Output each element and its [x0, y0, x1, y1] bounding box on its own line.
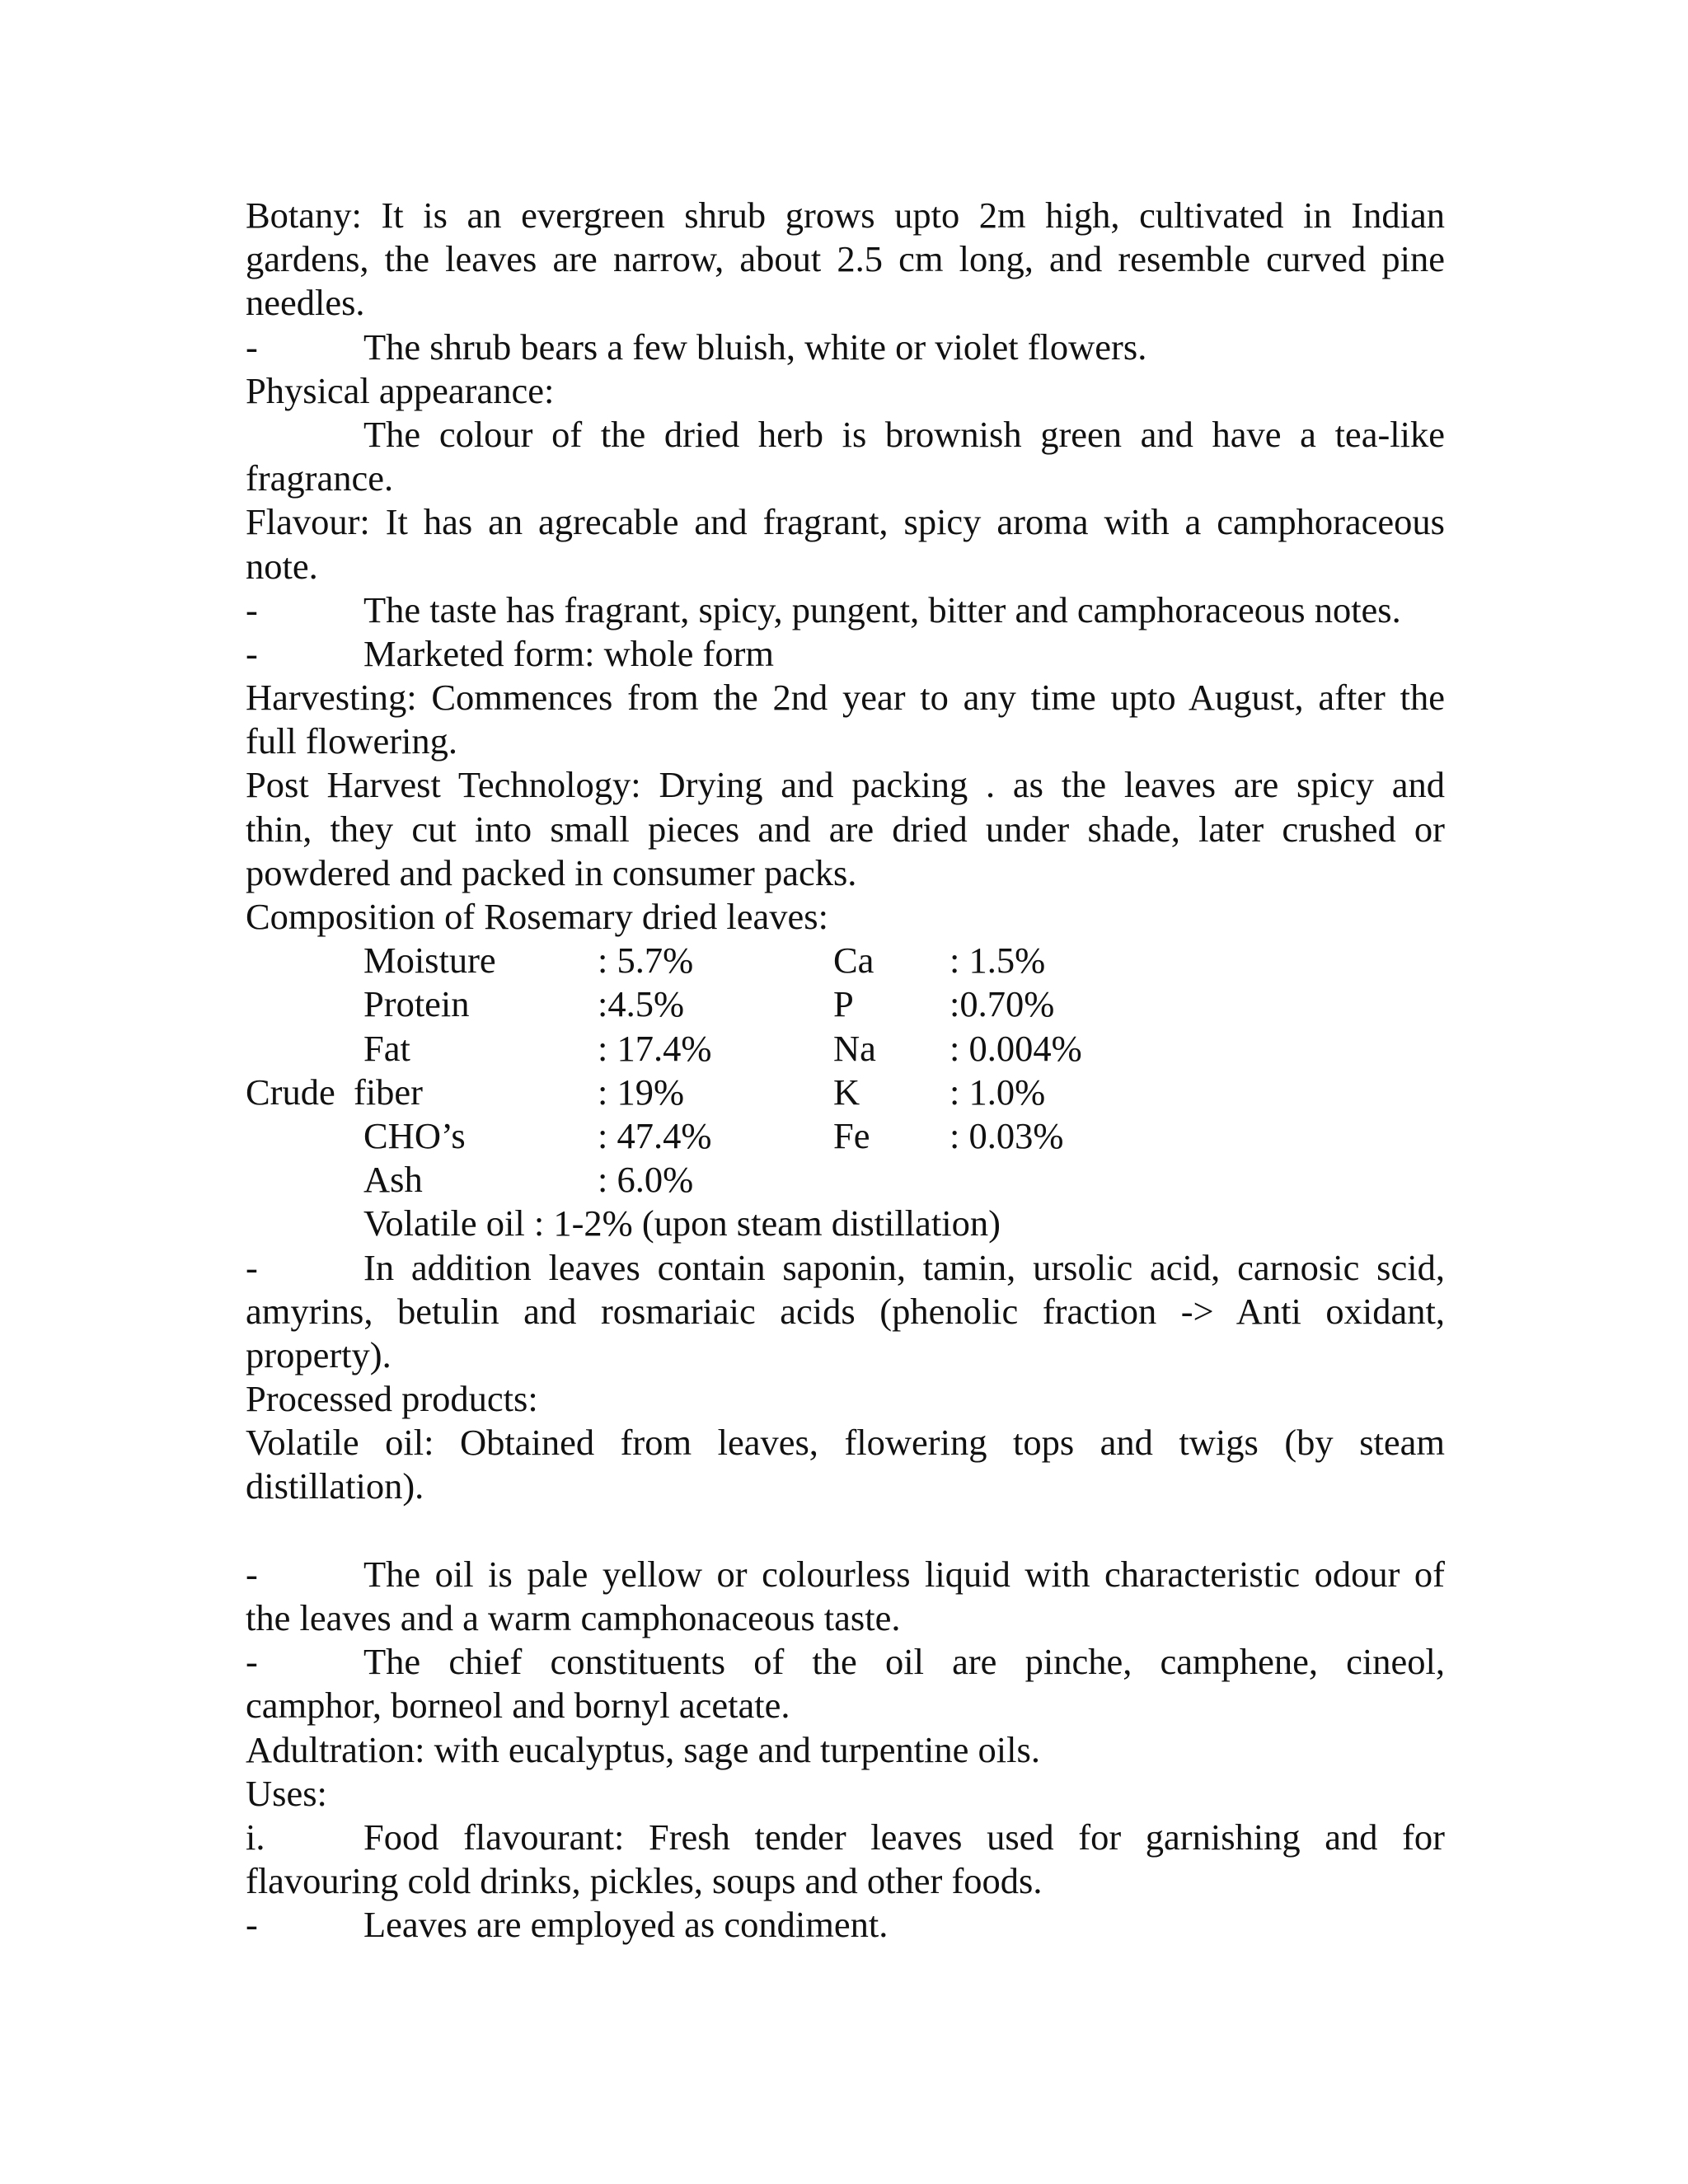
nutrient-name: Ash	[363, 1159, 423, 1201]
bullet-text: The shrub bears a few bluish, white or violet flowers.	[363, 326, 1147, 368]
physical-line-2: fragrance.	[246, 457, 394, 499]
oil-line-2: the leaves and a warm camphonaceous taste.	[246, 1597, 901, 1638]
addition-line-2: amyrins, betulin and rosmariaic acids (phenolic fraction -> Anti oxidant,	[246, 1290, 1445, 1332]
bullet-text: The oil is pale yellow or colourless liquid with characteristic odour of	[363, 1553, 1445, 1595]
composition-row	[246, 1158, 1445, 1202]
blank-line	[246, 1509, 1445, 1553]
post-harvest-line-3: powdered and packed in consumer packs.	[246, 851, 857, 893]
adulteration-line: Adultration: with eucalyptus, sage and turpentine oils.	[246, 1728, 1040, 1770]
bullet-dash: -	[246, 1246, 258, 1288]
nutrient-name: CHO’s	[363, 1114, 466, 1156]
post-harvest-line-1: Post Harvest Technology: Drying and packing . as the leaves are spicy and	[246, 764, 1445, 806]
nutrient-name: Fat	[363, 1027, 410, 1069]
mineral-name: Fe	[833, 1114, 870, 1156]
bullet-dash: -	[246, 326, 258, 368]
chief-line-2: camphor, borneol and bornyl acetate.	[246, 1685, 790, 1727]
harvesting-line-1: Harvesting: Commences from the 2nd year to any time upto August, after the	[246, 677, 1445, 719]
nutrient-value: : 6.0%	[598, 1159, 694, 1201]
volatile-oil-line: Volatile oil : 1-2% (upon steam distillation)	[363, 1202, 1001, 1244]
addition-line-3: property).	[246, 1333, 392, 1376]
nutrient-value: : 5.7%	[598, 940, 694, 982]
botany-line-2: gardens, the leaves are narrow, about 2.5 cm long, and resemble curved pine	[246, 238, 1445, 280]
uses-item-1-line-2: flavouring cold drinks, pickles, soups and other foods.	[246, 1860, 1043, 1902]
bullet-dash: -	[246, 632, 258, 674]
bullet-text: Marketed form: whole form	[363, 632, 774, 674]
mineral-value: :0.70%	[950, 983, 1055, 1025]
physical-line-1: The colour of the dried herb is brownish green and have a tea-like	[363, 413, 1445, 455]
uses-item-2	[246, 1903, 1445, 1947]
document-page	[246, 194, 1445, 1947]
addition-bullet	[246, 1246, 1445, 1290]
nutrient-value: : 19%	[598, 1071, 685, 1113]
bullet-dash: -	[246, 588, 258, 630]
bullet-text: Leaves are employed as condiment.	[363, 1904, 889, 1946]
processed-heading: Processed products:	[246, 1378, 538, 1420]
mineral-value: : 1.0%	[950, 1071, 1046, 1113]
bullet-dash: -	[246, 1641, 258, 1683]
composition-row	[246, 939, 1445, 982]
composition-row	[246, 1071, 1445, 1114]
composition-row	[246, 982, 1445, 1026]
botany-line-1: Botany: It is an evergreen shrub grows upto 2m high, cultivated in Indian	[246, 194, 1445, 236]
uses-item-1	[246, 1816, 1445, 1859]
botany-bullet	[246, 326, 1445, 369]
botany-line-3: needles.	[246, 282, 365, 324]
bullet-text: The chief constituents of the oil are pinche, camphene, cineol,	[363, 1641, 1445, 1683]
mineral-name: P	[833, 983, 854, 1025]
nutrient-value: :4.5%	[598, 983, 685, 1025]
composition-heading: Composition of Rosemary dried leaves:	[246, 896, 828, 937]
composition-row	[246, 1114, 1445, 1158]
nutrient-name: Moisture	[363, 940, 496, 982]
mineral-name: Na	[833, 1027, 876, 1069]
harvesting-line-2: full flowering.	[246, 720, 458, 762]
nutrient-value: : 47.4%	[598, 1114, 712, 1156]
oil-bullet	[246, 1553, 1445, 1596]
bullet-text: The taste has fragrant, spicy, pungent, bitter and camphoraceous notes.	[363, 588, 1401, 630]
bullet-dash: -	[246, 1904, 258, 1946]
flavour-line-1: Flavour: It has an agrecable and fragrant, spicy aroma with a camphoraceous	[246, 501, 1445, 543]
bullet-text: In addition leaves contain saponin, tamin, ursolic acid, carnosic scid,	[363, 1246, 1445, 1288]
mineral-name: Ca	[833, 940, 874, 982]
flavour-bullet-2	[246, 632, 1445, 676]
processed-line-1: Volatile oil: Obtained from leaves, flowering tops and twigs (by steam	[246, 1422, 1445, 1464]
list-number: i.	[246, 1816, 265, 1858]
nutrient-value: : 17.4%	[598, 1027, 712, 1069]
mineral-value: : 0.004%	[950, 1027, 1082, 1069]
mineral-value: : 1.5%	[950, 940, 1046, 982]
flavour-bullet-1	[246, 588, 1445, 632]
uses-heading: Uses:	[246, 1772, 327, 1814]
bullet-dash: -	[246, 1553, 258, 1595]
mineral-name: K	[833, 1071, 860, 1113]
processed-line-2: distillation).	[246, 1465, 424, 1507]
post-harvest-line-2: thin, they cut into small pieces and are dried under shade, later crushed or	[246, 808, 1445, 850]
physical-heading: Physical appearance:	[246, 369, 555, 411]
flavour-line-2: note.	[246, 545, 318, 587]
mineral-value: : 0.03%	[950, 1114, 1064, 1156]
list-item-text: Food flavourant: Fresh tender leaves used for garnishing and for	[363, 1816, 1445, 1858]
composition-row	[246, 1027, 1445, 1071]
nutrient-name: Crude fiber	[246, 1071, 424, 1113]
chief-bullet	[246, 1640, 1445, 1684]
nutrient-name: Protein	[363, 983, 470, 1025]
